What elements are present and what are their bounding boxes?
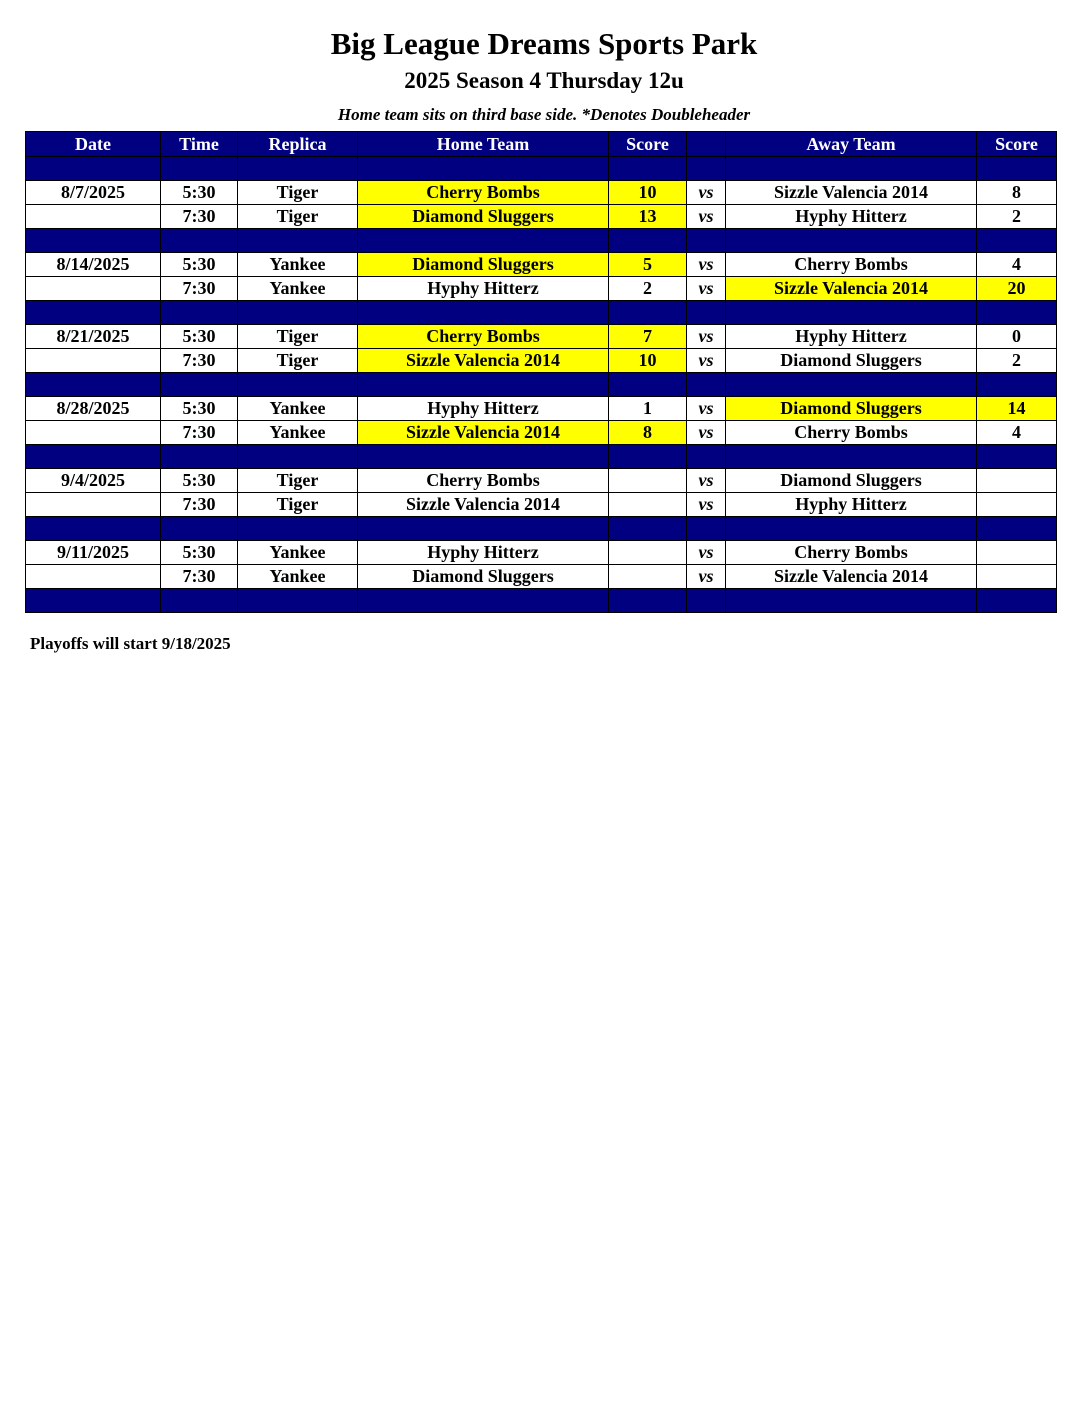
vs-cell: vs bbox=[687, 421, 726, 445]
time-cell: 5:30 bbox=[161, 325, 238, 349]
home-cell: Sizzle Valencia 2014 bbox=[358, 421, 609, 445]
spacer-cell bbox=[687, 373, 726, 397]
home-score-cell: 5 bbox=[609, 253, 687, 277]
replica-cell: Yankee bbox=[238, 421, 358, 445]
spacer-cell bbox=[609, 301, 687, 325]
time-cell: 5:30 bbox=[161, 541, 238, 565]
spacer-cell bbox=[26, 373, 161, 397]
schedule-table bbox=[25, 131, 1057, 613]
page-subtitle: 2025 Season 4 Thursday 12u bbox=[404, 68, 684, 93]
replica-cell: Yankee bbox=[238, 277, 358, 301]
spacer-cell bbox=[726, 445, 977, 469]
game-row bbox=[26, 565, 1057, 589]
home-score-cell: 10 bbox=[609, 181, 687, 205]
game-row bbox=[26, 205, 1057, 229]
away-cell: Cherry Bombs bbox=[726, 253, 977, 277]
vs-cell: vs bbox=[687, 397, 726, 421]
away-score-cell bbox=[977, 541, 1057, 565]
away-score-cell bbox=[977, 469, 1057, 493]
home-score-cell bbox=[609, 469, 687, 493]
col-header-away-team: Away Team bbox=[726, 132, 977, 157]
game-row bbox=[26, 397, 1057, 421]
away-score-cell bbox=[977, 493, 1057, 517]
spacer-cell bbox=[609, 517, 687, 541]
spacer-cell bbox=[26, 301, 161, 325]
col-header-time: Time bbox=[161, 132, 238, 157]
time-cell: 5:30 bbox=[161, 397, 238, 421]
vs-cell: vs bbox=[687, 349, 726, 373]
away-cell: Hyphy Hitterz bbox=[726, 325, 977, 349]
col-header-replica: Replica bbox=[238, 132, 358, 157]
date-cell bbox=[26, 565, 161, 589]
spacer-cell bbox=[161, 517, 238, 541]
spacer-cell bbox=[26, 589, 161, 613]
home-score-cell bbox=[609, 493, 687, 517]
spacer-cell bbox=[358, 517, 609, 541]
spacer-row bbox=[26, 517, 1057, 541]
spacer-cell bbox=[238, 373, 358, 397]
replica-cell: Yankee bbox=[238, 253, 358, 277]
spacer-cell bbox=[687, 229, 726, 253]
time-cell: 7:30 bbox=[161, 493, 238, 517]
away-score-cell: 2 bbox=[977, 205, 1057, 229]
vs-cell: vs bbox=[687, 277, 726, 301]
home-score-cell bbox=[609, 565, 687, 589]
away-cell: Hyphy Hitterz bbox=[726, 493, 977, 517]
date-cell: 8/21/2025 bbox=[26, 325, 161, 349]
date-cell bbox=[26, 277, 161, 301]
game-row bbox=[26, 493, 1057, 517]
home-cell: Sizzle Valencia 2014 bbox=[358, 493, 609, 517]
home-cell: Diamond Sluggers bbox=[358, 253, 609, 277]
vs-cell: vs bbox=[687, 541, 726, 565]
replica-cell: Tiger bbox=[238, 469, 358, 493]
spacer-cell bbox=[238, 301, 358, 325]
header-row bbox=[26, 132, 1057, 157]
time-cell: 5:30 bbox=[161, 253, 238, 277]
spacer-row bbox=[26, 157, 1057, 181]
playoffs-note: Playoffs will start 9/18/2025 bbox=[30, 634, 231, 653]
away-score-cell: 2 bbox=[977, 349, 1057, 373]
spacer-cell bbox=[687, 517, 726, 541]
game-row bbox=[26, 253, 1057, 277]
time-cell: 5:30 bbox=[161, 469, 238, 493]
spacer-cell bbox=[161, 157, 238, 181]
vs-cell: vs bbox=[687, 493, 726, 517]
away-score-cell: 20 bbox=[977, 277, 1057, 301]
replica-cell: Tiger bbox=[238, 493, 358, 517]
spacer-cell bbox=[726, 589, 977, 613]
spacer-cell bbox=[238, 445, 358, 469]
spacer-cell bbox=[26, 229, 161, 253]
spacer-cell bbox=[161, 445, 238, 469]
home-cell: Cherry Bombs bbox=[358, 325, 609, 349]
replica-cell: Tiger bbox=[238, 181, 358, 205]
schedule-body bbox=[26, 157, 1057, 613]
spacer-cell bbox=[687, 445, 726, 469]
replica-cell: Tiger bbox=[238, 205, 358, 229]
spacer-row bbox=[26, 229, 1057, 253]
date-cell: 8/14/2025 bbox=[26, 253, 161, 277]
home-score-cell bbox=[609, 541, 687, 565]
vs-cell: vs bbox=[687, 181, 726, 205]
spacer-cell bbox=[977, 517, 1057, 541]
home-cell: Cherry Bombs bbox=[358, 181, 609, 205]
spacer-cell bbox=[977, 157, 1057, 181]
spacer-cell bbox=[609, 157, 687, 181]
vs-cell: vs bbox=[687, 469, 726, 493]
game-row bbox=[26, 277, 1057, 301]
away-cell: Sizzle Valencia 2014 bbox=[726, 277, 977, 301]
away-score-cell: 0 bbox=[977, 325, 1057, 349]
away-cell: Diamond Sluggers bbox=[726, 349, 977, 373]
away-score-cell bbox=[977, 565, 1057, 589]
away-cell: Cherry Bombs bbox=[726, 421, 977, 445]
spacer-cell bbox=[977, 301, 1057, 325]
spacer-cell bbox=[238, 589, 358, 613]
spacer-cell bbox=[609, 229, 687, 253]
away-score-cell: 8 bbox=[977, 181, 1057, 205]
away-cell: Hyphy Hitterz bbox=[726, 205, 977, 229]
time-cell: 7:30 bbox=[161, 421, 238, 445]
game-row bbox=[26, 541, 1057, 565]
home-cell: Sizzle Valencia 2014 bbox=[358, 349, 609, 373]
spacer-cell bbox=[161, 229, 238, 253]
col-header-away-score: Score bbox=[977, 132, 1057, 157]
spacer-cell bbox=[26, 157, 161, 181]
col-header-vs bbox=[687, 132, 726, 157]
home-cell: Cherry Bombs bbox=[358, 469, 609, 493]
vs-cell: vs bbox=[687, 325, 726, 349]
spacer-cell bbox=[609, 445, 687, 469]
spacer-cell bbox=[977, 445, 1057, 469]
spacer-cell bbox=[358, 229, 609, 253]
replica-cell: Yankee bbox=[238, 565, 358, 589]
spacer-row bbox=[26, 445, 1057, 469]
home-score-cell: 1 bbox=[609, 397, 687, 421]
spacer-cell bbox=[609, 589, 687, 613]
col-header-home-team: Home Team bbox=[358, 132, 609, 157]
spacer-cell bbox=[726, 301, 977, 325]
replica-cell: Yankee bbox=[238, 397, 358, 421]
schedule-note: Home team sits on third base side. *Denotes Doubleheader bbox=[337, 105, 751, 124]
away-cell: Diamond Sluggers bbox=[726, 397, 977, 421]
date-cell bbox=[26, 205, 161, 229]
time-cell: 7:30 bbox=[161, 205, 238, 229]
game-row bbox=[26, 421, 1057, 445]
spacer-cell bbox=[161, 301, 238, 325]
date-cell: 8/7/2025 bbox=[26, 181, 161, 205]
col-header-date: Date bbox=[26, 132, 161, 157]
away-cell: Diamond Sluggers bbox=[726, 469, 977, 493]
time-cell: 7:30 bbox=[161, 277, 238, 301]
home-cell: Diamond Sluggers bbox=[358, 565, 609, 589]
replica-cell: Tiger bbox=[238, 349, 358, 373]
vs-cell: vs bbox=[687, 253, 726, 277]
time-cell: 7:30 bbox=[161, 565, 238, 589]
date-cell bbox=[26, 349, 161, 373]
away-score-cell: 14 bbox=[977, 397, 1057, 421]
vs-cell: vs bbox=[687, 205, 726, 229]
spacer-row bbox=[26, 589, 1057, 613]
spacer-cell bbox=[358, 373, 609, 397]
date-cell: 8/28/2025 bbox=[26, 397, 161, 421]
spacer-cell bbox=[358, 301, 609, 325]
vs-cell: vs bbox=[687, 565, 726, 589]
spacer-cell bbox=[609, 373, 687, 397]
spacer-cell bbox=[977, 589, 1057, 613]
time-cell: 5:30 bbox=[161, 181, 238, 205]
spacer-cell bbox=[687, 157, 726, 181]
spacer-cell bbox=[238, 229, 358, 253]
spacer-cell bbox=[726, 157, 977, 181]
away-score-cell: 4 bbox=[977, 253, 1057, 277]
away-cell: Sizzle Valencia 2014 bbox=[726, 565, 977, 589]
home-cell: Hyphy Hitterz bbox=[358, 397, 609, 421]
spacer-cell bbox=[977, 229, 1057, 253]
page-title: Big League Dreams Sports Park bbox=[330, 26, 758, 61]
home-score-cell: 2 bbox=[609, 277, 687, 301]
home-cell: Hyphy Hitterz bbox=[358, 541, 609, 565]
spacer-cell bbox=[358, 157, 609, 181]
home-score-cell: 13 bbox=[609, 205, 687, 229]
spacer-cell bbox=[726, 517, 977, 541]
game-row bbox=[26, 181, 1057, 205]
home-score-cell: 10 bbox=[609, 349, 687, 373]
replica-cell: Tiger bbox=[238, 325, 358, 349]
game-row bbox=[26, 325, 1057, 349]
game-row bbox=[26, 349, 1057, 373]
spacer-cell bbox=[687, 301, 726, 325]
spacer-cell bbox=[726, 373, 977, 397]
spacer-cell bbox=[238, 517, 358, 541]
date-cell: 9/4/2025 bbox=[26, 469, 161, 493]
home-cell: Hyphy Hitterz bbox=[358, 277, 609, 301]
home-score-cell: 8 bbox=[609, 421, 687, 445]
spacer-cell bbox=[726, 229, 977, 253]
home-score-cell: 7 bbox=[609, 325, 687, 349]
away-cell: Sizzle Valencia 2014 bbox=[726, 181, 977, 205]
date-cell bbox=[26, 421, 161, 445]
spacer-cell bbox=[977, 373, 1057, 397]
spacer-row bbox=[26, 373, 1057, 397]
spacer-cell bbox=[26, 517, 161, 541]
spacer-cell bbox=[161, 589, 238, 613]
spacer-cell bbox=[26, 445, 161, 469]
home-cell: Diamond Sluggers bbox=[358, 205, 609, 229]
spacer-cell bbox=[358, 445, 609, 469]
away-cell: Cherry Bombs bbox=[726, 541, 977, 565]
date-cell: 9/11/2025 bbox=[26, 541, 161, 565]
replica-cell: Yankee bbox=[238, 541, 358, 565]
date-cell bbox=[26, 493, 161, 517]
spacer-cell bbox=[687, 589, 726, 613]
time-cell: 7:30 bbox=[161, 349, 238, 373]
col-header-home-score: Score bbox=[609, 132, 687, 157]
away-score-cell: 4 bbox=[977, 421, 1057, 445]
game-row bbox=[26, 469, 1057, 493]
spacer-cell bbox=[161, 373, 238, 397]
spacer-cell bbox=[358, 589, 609, 613]
spacer-row bbox=[26, 301, 1057, 325]
spacer-cell bbox=[238, 157, 358, 181]
